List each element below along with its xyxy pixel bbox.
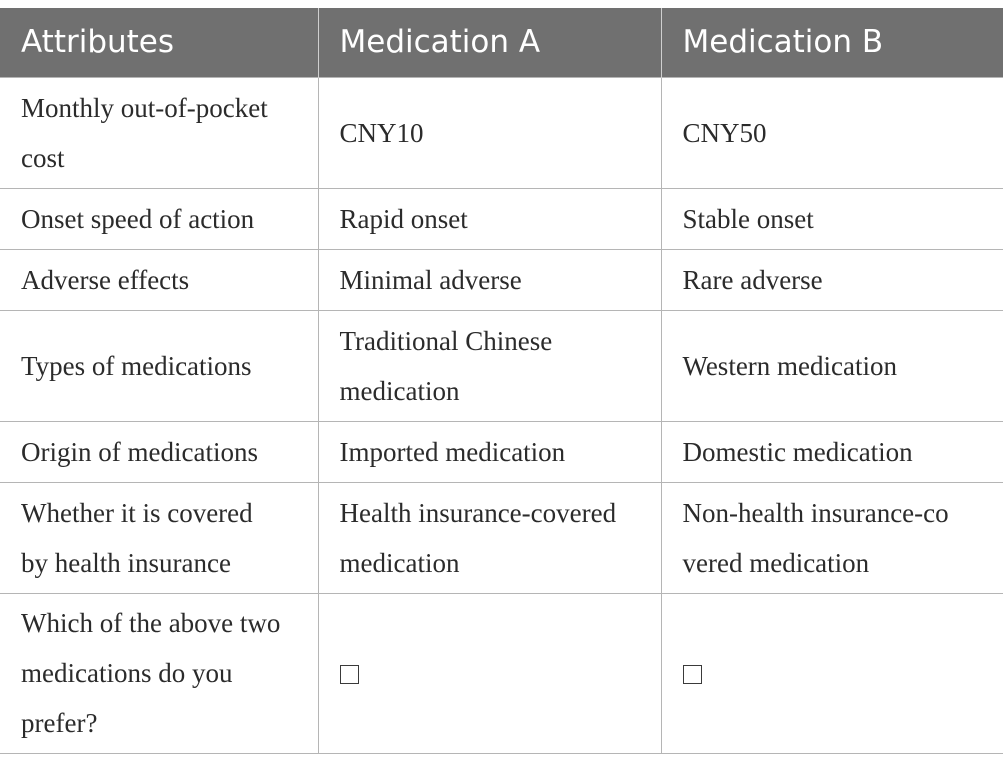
medication-a-preference: [318, 593, 661, 753]
header-medication-b: Medication B: [661, 8, 1003, 77]
table-row-origin: [0, 421, 1003, 482]
table-header-row: [0, 8, 1003, 77]
medication-b-adverse: Rare adverse: [661, 249, 1003, 310]
attribute-onset-label: Onset speed of action: [0, 188, 318, 249]
attribute-cost-label: Monthly out-of-pocket cost: [21, 92, 268, 173]
medication-b-insurance: [661, 482, 1003, 593]
medication-b-cost: CNY50: [661, 77, 1003, 188]
medication-b-checkbox[interactable]: [683, 665, 702, 684]
attribute-insurance-cell: [0, 482, 318, 593]
header-attributes: Attributes: [0, 8, 318, 77]
attribute-preference-label: Which of the above two medications do you prefer?: [21, 608, 281, 738]
medication-b-origin: Domestic medication: [661, 421, 1003, 482]
medication-a-checkbox[interactable]: [340, 665, 359, 684]
attribute-origin-label: Origin of medications: [0, 421, 318, 482]
medication-b-insurance-text: Non-health insurance-covered medication: [682, 497, 949, 578]
attribute-preference-cell: [0, 593, 318, 753]
medication-b-preference: [661, 593, 1003, 753]
medication-b-type: Western medication: [661, 310, 1003, 421]
medication-choice-table: [0, 8, 1003, 754]
medication-a-insurance: Health insurance-covered medication: [318, 482, 661, 593]
table-row-preference: [0, 593, 1003, 753]
table-row-adverse: [0, 249, 1003, 310]
medication-a-type: [318, 310, 661, 421]
table-row-onset: [0, 188, 1003, 249]
attribute-insurance-label: Whether it is covered by health insurance: [21, 497, 253, 578]
table-row-insurance: [0, 482, 1003, 593]
medication-a-onset: Rapid onset: [318, 188, 661, 249]
attribute-type-label: Types of medications: [0, 310, 318, 421]
table-row-cost: [0, 77, 1003, 188]
header-medication-a: Medication A: [318, 8, 661, 77]
medication-a-adverse: Minimal adverse: [318, 249, 661, 310]
attribute-adverse-label: Adverse effects: [0, 249, 318, 310]
medication-a-type-text: Traditional Chinese medication: [339, 325, 553, 406]
medication-b-onset: Stable onset: [661, 188, 1003, 249]
medication-a-origin: Imported medication: [318, 421, 661, 482]
attribute-cell: [0, 77, 318, 188]
table-row-type: [0, 310, 1003, 421]
medication-a-cost: CNY10: [318, 77, 661, 188]
